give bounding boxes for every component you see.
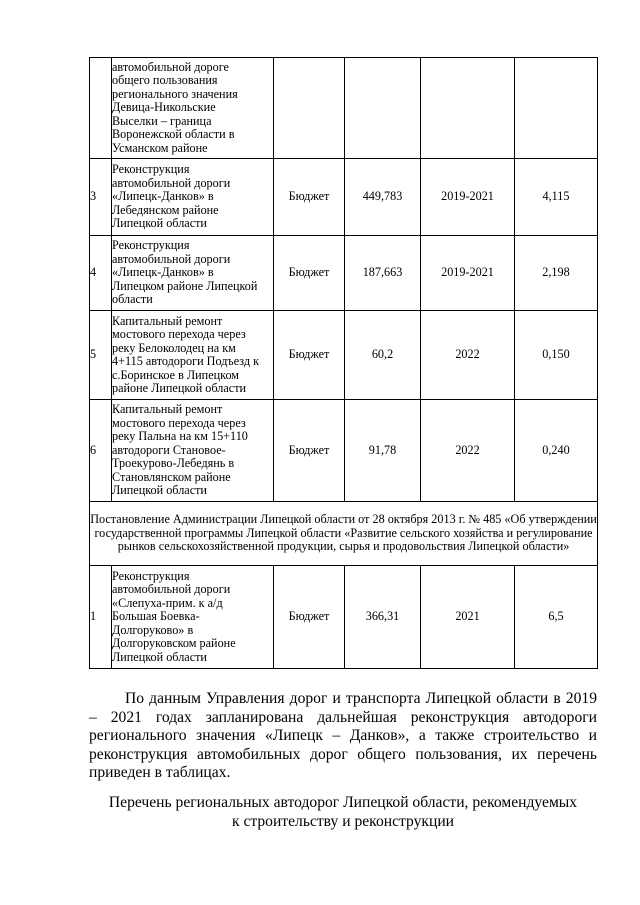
period xyxy=(421,58,515,159)
table-row xyxy=(90,566,598,669)
row-number: 5 xyxy=(90,311,112,400)
section-header: Постановление Администрации Липецкой области от 28 октября 2013 г. № 485 «Об утверждении государственной программы Липецкой области «Развитие сельского хозяйства и регулирование рынков сельскохозяйственной продукции, сырья и продовольствия Липецкой области» xyxy=(90,502,598,566)
funding-source: Бюджет xyxy=(274,566,345,669)
table-row xyxy=(90,159,598,236)
table-row xyxy=(90,236,598,311)
project-name: Капитальный ремонт мостового перехода через реку Пальна на км 15+110 автодороги Становое- Троекурово-Лебедянь в Становлянском районе Липецкой области xyxy=(112,400,274,502)
project-name: Реконструкция автомобильной дороги «Липецк-Данков» в Липецком районе Липецкой области xyxy=(112,236,274,311)
row-number xyxy=(90,58,112,159)
period: 2019-2021 xyxy=(421,159,515,236)
table-caption: Перечень региональных автодорог Липецкой области, рекомендуемых к строительству и реконструкции xyxy=(108,794,578,830)
project-name: Реконструкция автомобильной дороги «Слепуха-прим. к а/д Большая Боевка- Долгоруково» в Долгоруковском районе Липецкой области xyxy=(112,566,274,669)
funding-amount: 91,78 xyxy=(345,400,421,502)
period: 2022 xyxy=(421,400,515,502)
section-header-row xyxy=(90,502,598,566)
period: 2021 xyxy=(421,566,515,669)
funding-source: Бюджет xyxy=(274,311,345,400)
row-number: 4 xyxy=(90,236,112,311)
funding-source xyxy=(274,58,345,159)
project-name: автомобильной дороге общего пользования регионального значения Девица-Никольские Выселки – граница Воронежской области в Усманском районе xyxy=(112,58,274,159)
period: 2019-2021 xyxy=(421,236,515,311)
capacity xyxy=(515,58,598,159)
capacity: 6,5 xyxy=(515,566,598,669)
project-name: Капитальный ремонт мостового перехода через реку Белоколодец на км 4+115 автодороги Подъезд к с.Боринское в Липецком районе Липецкой области xyxy=(112,311,274,400)
funding-amount: 449,783 xyxy=(345,159,421,236)
capacity: 2,198 xyxy=(515,236,598,311)
row-number: 6 xyxy=(90,400,112,502)
row-number: 3 xyxy=(90,159,112,236)
table-row xyxy=(90,58,598,159)
project-name: Реконструкция автомобильной дороги «Липецк-Данков» в Лебедянском районе Липецкой области xyxy=(112,159,274,236)
table-row xyxy=(90,311,598,400)
row-number: 1 xyxy=(90,566,112,669)
funding-amount xyxy=(345,58,421,159)
funding-source: Бюджет xyxy=(274,400,345,502)
funding-amount: 187,663 xyxy=(345,236,421,311)
road-projects-table xyxy=(89,57,598,669)
body-paragraph: По данным Управления дорог и транспорта Липецкой области в 2019 – 2021 годах запланирована дальнейшая реконструкция автодороги регионального значения «Липецк – Данков», а также строительство и реконструкция автомобильных дорог общего пользования, их перечень приведен в таблицах. xyxy=(89,690,597,782)
capacity: 0,240 xyxy=(515,400,598,502)
capacity: 4,115 xyxy=(515,159,598,236)
funding-amount: 60,2 xyxy=(345,311,421,400)
capacity: 0,150 xyxy=(515,311,598,400)
period: 2022 xyxy=(421,311,515,400)
funding-source: Бюджет xyxy=(274,236,345,311)
funding-source: Бюджет xyxy=(274,159,345,236)
table-row xyxy=(90,400,598,502)
funding-amount: 366,31 xyxy=(345,566,421,669)
